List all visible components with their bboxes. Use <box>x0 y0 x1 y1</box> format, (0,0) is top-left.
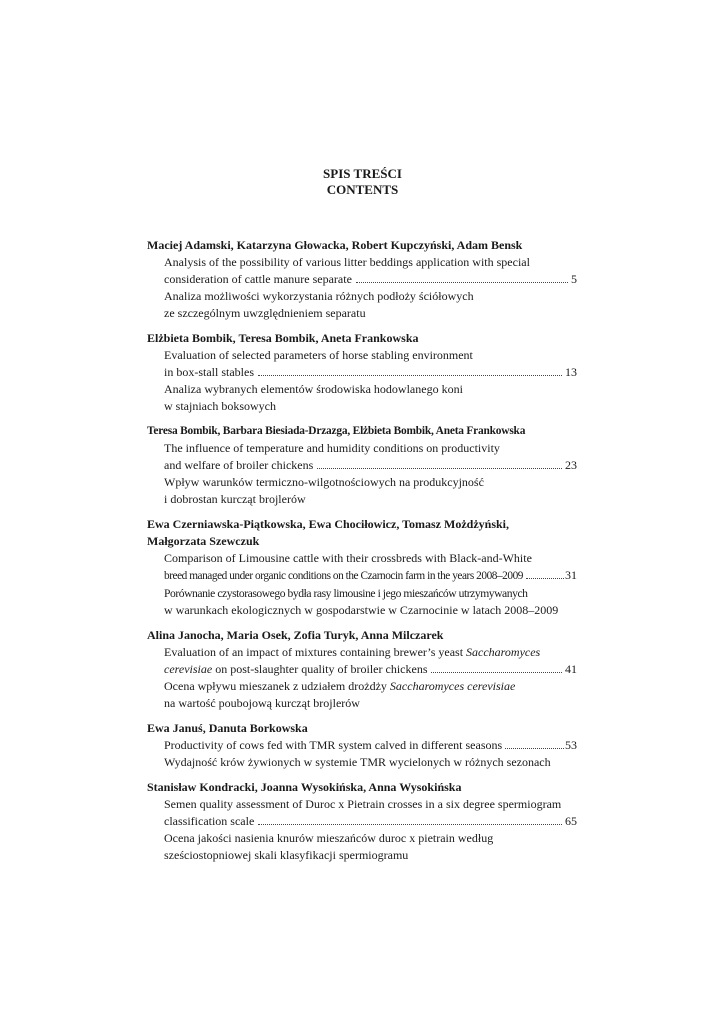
contents-entry <box>147 720 577 771</box>
entry-authors: Maciej Adamski, Katarzyna Głowacka, Robert Kupczyński, Adam Bensk <box>147 238 523 252</box>
heading-title-pl: SPIS TREŚCI <box>323 166 402 181</box>
entry-title-en-leader <box>147 567 577 585</box>
dot-leader <box>505 748 564 749</box>
entry-title-en-text: Evaluation of an impact of mixtures containing brewer’s yeast <box>164 645 467 659</box>
dot-leader <box>317 468 562 469</box>
entry-authors: Elżbieta Bombik, Teresa Bombik, Aneta Frankowska <box>147 331 419 345</box>
contents-heading <box>0 166 725 198</box>
entry-title-en: The influence of temperature and humidity conditions on productivity <box>164 441 500 455</box>
entry-title-pl: Ocena jakości nasienia knurów mieszańców duroc x pietrain według <box>164 831 494 845</box>
entry-title-pl: ze szczególnym uwzględnieniem separatu <box>164 306 366 320</box>
entry-title-en: Comparison of Limousine cattle with their crossbreds with Black-and-White <box>164 551 532 565</box>
entry-authors: Małgorzata Szewczuk <box>147 534 260 548</box>
entry-title-en: in box-stall stables <box>164 365 254 379</box>
entry-authors: Stanisław Kondracki, Joanna Wysokińska, Anna Wysokińska <box>147 780 462 794</box>
entry-title-en: breed managed under organic conditions on the Czarnocin farm in the years 2008–2009 <box>164 570 523 582</box>
entry-title-en: Evaluation of selected parameters of horse stabling environment <box>164 348 473 362</box>
entry-page-number: 23 <box>565 458 577 472</box>
contents-entry <box>147 237 577 322</box>
entry-title-en: and welfare of broiler chickens <box>164 458 314 472</box>
contents-entry <box>147 516 577 619</box>
entry-title-en: Semen quality assessment of Duroc x Pietrain crosses in a six degree spermiogram <box>164 797 562 811</box>
entry-title-en-leader <box>147 813 577 830</box>
entry-page-number: 13 <box>565 365 577 379</box>
entry-title-pl: Porównanie czystorasowego bydła rasy limousine i jego mieszańców utrzymywanych <box>164 587 528 600</box>
contents-entry <box>147 423 577 508</box>
entry-title-en <box>164 661 427 678</box>
entry-title-en-species: cerevisiae <box>164 662 213 676</box>
entry-title-pl: na wartość poubojową kurcząt brojlerów <box>164 696 360 710</box>
entry-title-en <box>147 644 577 661</box>
entry-title-en-text: on post-slaughter quality of broiler chickens <box>212 662 428 676</box>
contents-entry <box>147 330 577 415</box>
dot-leader <box>258 824 562 825</box>
contents-entry <box>147 779 577 864</box>
entry-page-number: 53 <box>565 738 577 752</box>
entry-title-en-leader <box>147 364 577 381</box>
entry-page-number: 31 <box>565 568 577 582</box>
dot-leader <box>356 282 568 283</box>
dot-leader <box>431 672 562 673</box>
entry-title-en-leader <box>147 457 577 474</box>
entry-title-pl-species: Saccharomyces cerevisiae <box>389 679 516 693</box>
entry-title-pl: w stajniach boksowych <box>164 399 276 413</box>
entry-title-pl: Analiza możliwości wykorzystania różnych podłoży ściółowych <box>164 289 474 303</box>
entry-authors: Ewa Januś, Danuta Borkowska <box>147 721 308 735</box>
contents-list <box>147 237 577 872</box>
entry-authors: Ewa Czerniawska-Piątkowska, Ewa Chociłowicz, Tomasz Możdżyński, <box>147 517 510 531</box>
entry-title-en-species: Saccharomyces <box>466 645 541 659</box>
entry-title-pl: Analiza wybranych elementów środowiska hodowlanego koni <box>164 382 463 396</box>
entry-title-pl: sześciostopniowej skali klasyfikacji spermiogramu <box>164 848 409 862</box>
contents-entry <box>147 627 577 712</box>
entry-authors: Teresa Bombik, Barbara Biesiada-Drzazga, Elżbieta Bombik, Aneta Frankowska <box>147 425 526 437</box>
entry-title-pl: w warunkach ekologicznych w gospodarstwie w Czarnocinie w latach 2008–2009 <box>164 603 559 617</box>
entry-title-pl <box>147 678 577 695</box>
entry-title-en: consideration of cattle manure separate <box>164 272 352 286</box>
entry-page-number: 41 <box>565 662 577 676</box>
entry-title-pl-text: Ocena wpływu mieszanek z udziałem drożdży <box>164 679 390 693</box>
entry-title-en-leader <box>147 661 577 678</box>
entry-title-en-leader <box>147 271 577 288</box>
dot-leader <box>258 375 562 376</box>
entry-title-en: Productivity of cows fed with TMR system calved in different seasons <box>164 738 503 752</box>
entry-page-number: 65 <box>565 814 577 828</box>
entry-title-en: classification scale <box>164 814 255 828</box>
entry-page-number: 5 <box>571 272 577 286</box>
entry-title-pl: Wydajność krów żywionych w systemie TMR wycielonych w różnych sezonach <box>164 755 551 769</box>
entry-title-en-leader <box>147 737 577 754</box>
dot-leader <box>526 578 564 579</box>
heading-title-en: CONTENTS <box>326 182 399 197</box>
entry-title-en: Analysis of the possibility of various litter beddings application with special <box>164 255 530 269</box>
entry-title-pl: Wpływ warunków termiczno-wilgotnościowych na produkcyjność <box>164 475 484 489</box>
entry-authors: Alina Janocha, Maria Osek, Zofia Turyk, Anna Milczarek <box>147 628 444 642</box>
entry-title-pl: i dobrostan kurcząt brojlerów <box>164 492 306 506</box>
